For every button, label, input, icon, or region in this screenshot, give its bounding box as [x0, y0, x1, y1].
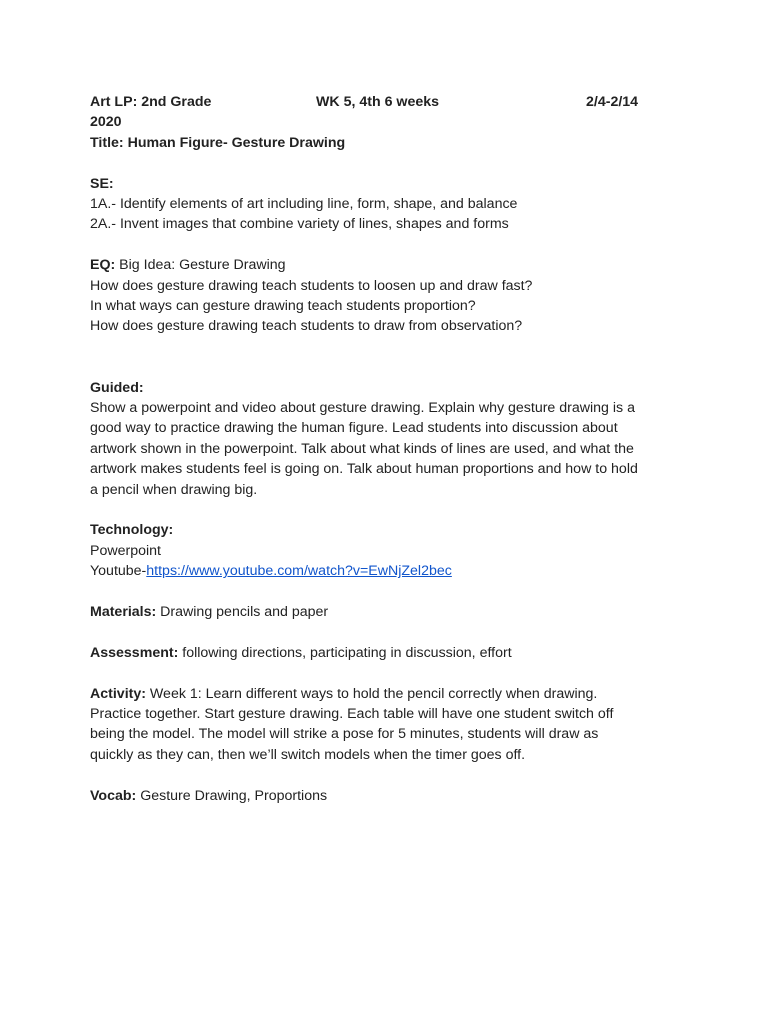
technology-item: Powerpoint	[90, 542, 161, 559]
vocab-row	[90, 786, 708, 806]
header-row	[90, 92, 708, 112]
lesson-title: Title: Human Figure- Gesture Drawing	[90, 134, 346, 151]
youtube-prefix: Youtube-	[90, 563, 147, 580]
guided-label: Guided:	[90, 379, 144, 396]
guided-line: good way to practice drawing the human figure. Lead students into discussion about	[90, 420, 618, 437]
activity-line: being the model. The model will strike a pose for 5 minutes, students will draw as	[90, 726, 599, 743]
eq-question: In what ways can gesture drawing teach students proportion?	[90, 298, 476, 315]
technology-label: Technology:	[90, 522, 174, 539]
eq-question: How does gesture drawing teach students to loosen up and draw fast?	[90, 277, 533, 294]
activity-line: Practice together. Start gesture drawing. Each table will have one student switch off	[90, 706, 614, 723]
vocab-text: Gesture Drawing, Proportions	[136, 787, 328, 804]
youtube-link[interactable]: https://www.youtube.com/watch?v=EwNjZel2bec	[146, 563, 452, 580]
materials-row	[90, 602, 708, 622]
se-item: 1A.- Identify elements of art including line, form, shape, and balance	[90, 196, 518, 212]
se-label: SE:	[90, 175, 114, 192]
eq-label: EQ:	[90, 257, 116, 274]
header-dates: 2/4-2/14	[586, 94, 639, 110]
assessment-text: following directions, participating in discussion, effort	[178, 644, 512, 661]
materials-label: Materials:	[90, 604, 157, 621]
guided-line: Show a powerpoint and video about gesture drawing. Explain why gesture drawing is a	[90, 400, 635, 417]
vocab-label: Vocab:	[90, 787, 137, 804]
activity-first-line: Week 1: Learn different ways to hold the pencil correctly when drawing.	[145, 685, 598, 702]
guided-line: artwork shown in the powerpoint. Talk about what kinds of lines are used, and what the	[90, 440, 634, 457]
assessment-label: Assessment:	[90, 644, 179, 661]
eq-question: How does gesture drawing teach students to draw from observation?	[90, 318, 523, 335]
activity-row	[90, 684, 708, 704]
materials-text: Drawing pencils and paper	[156, 604, 329, 621]
header-year: 2020	[90, 114, 122, 131]
activity-line: quickly as they can, then we’ll switch models when the timer goes off.	[90, 746, 526, 763]
assessment-row	[90, 643, 708, 663]
se-item: 2A.- Invent images that combine variety of lines, shapes and forms	[90, 216, 509, 233]
eq-heading	[90, 255, 708, 275]
guided-line: artwork makes students feel is going on. Talk about human proportions and how to hold	[90, 461, 638, 478]
guided-line: a pencil when drawing big.	[90, 481, 258, 498]
activity-label: Activity:	[90, 685, 146, 702]
eq-big-idea: Big Idea: Gesture Drawing	[115, 257, 286, 274]
header-week: WK 5, 4th 6 weeks	[316, 94, 440, 110]
header-grade: Art LP: 2nd Grade	[90, 94, 212, 110]
technology-youtube	[90, 561, 708, 581]
